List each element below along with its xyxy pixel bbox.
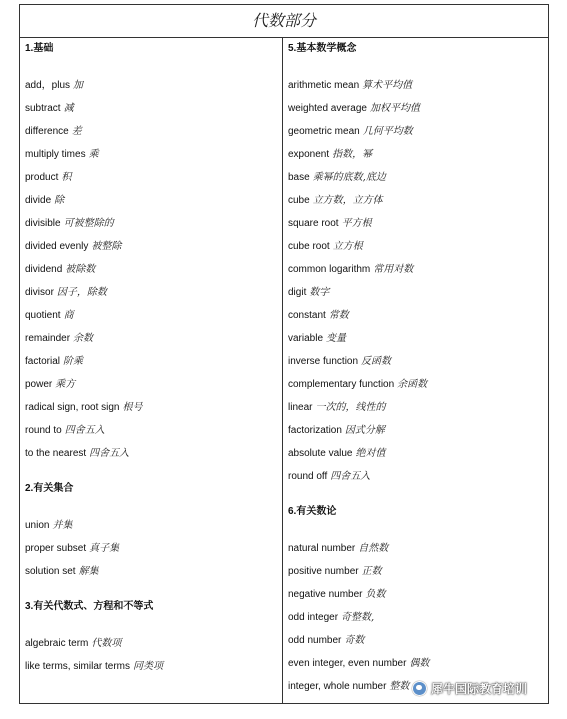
term-english: round to <box>25 425 62 436</box>
term-row <box>25 424 105 438</box>
term-chinese: 反函数 <box>361 356 392 367</box>
term-row <box>288 332 346 346</box>
term-chinese: 数字 <box>309 287 330 298</box>
term-english: constant <box>288 310 326 321</box>
term-chinese: 解集 <box>78 566 99 577</box>
term-chinese: 余函数 <box>397 379 428 390</box>
term-chinese: 差 <box>71 126 82 137</box>
term-chinese: 奇数 <box>344 635 365 646</box>
term-english: remainder <box>25 333 71 344</box>
term-chinese: 除 <box>54 195 65 206</box>
page-title: 代数部分 <box>20 5 548 38</box>
term-english: algebraic term <box>25 638 89 649</box>
term-row <box>25 286 107 300</box>
vocabulary-table <box>19 4 549 704</box>
term-chinese: 立方根 <box>332 241 363 252</box>
term-row <box>25 263 95 277</box>
term-row <box>25 355 83 369</box>
term-chinese: 四舍五入 <box>330 471 371 482</box>
term-row <box>288 171 386 185</box>
term-row <box>288 148 372 162</box>
section-heading-text: 6.有关数论 <box>288 506 337 517</box>
term-english: even integer, even number <box>288 658 407 669</box>
term-row <box>288 217 372 231</box>
term-chinese: 被整除 <box>91 241 122 252</box>
term-row <box>25 148 99 162</box>
term-chinese: 自然数 <box>358 543 389 554</box>
term-english: variable <box>288 333 324 344</box>
term-english: radical sign, root sign <box>25 402 120 413</box>
term-chinese: 指数，幂 <box>332 149 373 160</box>
term-row <box>288 309 349 323</box>
term-chinese: 几何平均数 <box>362 126 413 137</box>
watermark-text: 犀牛国际教育培训 <box>431 682 528 696</box>
term-chinese: 因子，除数 <box>56 287 107 298</box>
term-row <box>25 519 72 533</box>
term-row <box>25 401 143 415</box>
term-row <box>288 657 429 671</box>
term-chinese: 负数 <box>365 589 386 600</box>
term-row <box>25 565 99 579</box>
term-english: difference <box>25 126 69 137</box>
term-chinese: 四舍五入 <box>89 448 130 459</box>
term-english: square root <box>288 218 339 229</box>
term-english: absolute value <box>288 448 353 459</box>
term-english: linear <box>288 402 313 413</box>
term-english: to the nearest <box>25 448 87 459</box>
term-english: arithmetic mean <box>288 80 360 91</box>
term-row <box>288 194 383 208</box>
term-chinese: 奇整数, <box>341 612 375 623</box>
section-heading <box>288 42 356 56</box>
term-chinese: 减 <box>63 103 74 114</box>
term-chinese: 整数 <box>389 681 410 692</box>
term-english: add，plus <box>25 80 71 91</box>
term-english: common logarithm <box>288 264 371 275</box>
term-row <box>25 542 119 556</box>
term-row <box>288 680 409 694</box>
term-chinese: 绝对值 <box>355 448 386 459</box>
term-chinese: 可被整除的 <box>63 218 114 229</box>
term-chinese: 并集 <box>52 520 73 531</box>
term-english: negative number <box>288 589 363 600</box>
term-row <box>25 332 93 346</box>
term-chinese: 常数 <box>328 310 349 321</box>
term-row <box>25 309 74 323</box>
term-chinese: 积 <box>61 172 72 183</box>
term-english: exponent <box>288 149 330 160</box>
term-english: odd number <box>288 635 342 646</box>
term-chinese: 根号 <box>122 402 143 413</box>
section-heading <box>25 600 153 614</box>
term-english: base <box>288 172 310 183</box>
term-english: divided evenly <box>25 241 89 252</box>
watermark-logo <box>412 680 527 697</box>
term-chinese: 真子集 <box>89 543 120 554</box>
term-english: proper subset <box>25 543 87 554</box>
term-english: integer, whole number <box>288 681 387 692</box>
term-chinese: 常用对数 <box>373 264 414 275</box>
term-chinese: 变量 <box>326 333 347 344</box>
term-chinese: 加权平均值 <box>369 103 420 114</box>
term-english: cube root <box>288 241 330 252</box>
term-chinese: 阶乘 <box>63 356 84 367</box>
term-row <box>25 217 114 231</box>
term-row <box>288 634 364 648</box>
term-chinese: 平方根 <box>341 218 372 229</box>
term-row <box>25 660 163 674</box>
term-chinese: 加 <box>73 80 84 91</box>
term-row <box>288 102 420 116</box>
term-english: digit <box>288 287 307 298</box>
term-english: divisor <box>25 287 54 298</box>
term-english: odd integer <box>288 612 339 623</box>
wechat-icon <box>412 681 427 696</box>
term-chinese: 商 <box>63 310 74 321</box>
term-english: union <box>25 520 50 531</box>
term-row <box>25 240 121 254</box>
section-heading <box>25 42 53 56</box>
term-english: factorial <box>25 356 61 367</box>
term-row <box>288 611 374 625</box>
term-english: product <box>25 172 59 183</box>
section-heading <box>25 482 73 496</box>
term-english: quotient <box>25 310 61 321</box>
term-english: power <box>25 379 53 390</box>
term-row <box>25 194 64 208</box>
term-chinese: 立方数，立方体 <box>312 195 383 206</box>
term-row <box>288 263 413 277</box>
term-english: factorization <box>288 425 342 436</box>
term-chinese: 正数 <box>361 566 382 577</box>
term-chinese: 一次的，线性的 <box>315 402 386 413</box>
term-english: positive number <box>288 566 359 577</box>
term-row <box>288 355 391 369</box>
term-row <box>288 588 386 602</box>
term-row <box>25 447 129 461</box>
term-row <box>25 171 71 185</box>
term-row <box>288 424 385 438</box>
term-row <box>288 286 329 300</box>
term-english: solution set <box>25 566 76 577</box>
term-english: multiply times <box>25 149 86 160</box>
section-heading <box>288 505 336 519</box>
term-english: inverse function <box>288 356 359 367</box>
term-row <box>25 378 75 392</box>
term-chinese: 同类项 <box>133 661 164 672</box>
term-chinese: 乘 <box>88 149 99 160</box>
table-body <box>20 38 548 704</box>
term-chinese: 乘方 <box>55 379 76 390</box>
term-english: complementary function <box>288 379 395 390</box>
term-english: weighted average <box>288 103 367 114</box>
section-heading-text: 5.基本数学概念 <box>288 43 357 54</box>
term-row <box>25 637 121 651</box>
section-heading-text: 3.有关代数式、方程和不等式 <box>25 601 154 612</box>
term-english: subtract <box>25 103 61 114</box>
term-row <box>288 240 363 254</box>
column-divider <box>282 38 283 704</box>
term-row <box>288 470 370 484</box>
term-row <box>288 401 385 415</box>
term-english: divide <box>25 195 52 206</box>
term-english: round off <box>288 471 328 482</box>
section-heading-text: 1.基础 <box>25 43 54 54</box>
term-english: like terms, similar terms <box>25 661 131 672</box>
term-english: geometric mean <box>288 126 360 137</box>
term-row <box>288 79 412 93</box>
term-english: cube <box>288 195 310 206</box>
term-chinese: 偶数 <box>409 658 430 669</box>
term-row <box>25 102 74 116</box>
term-row <box>288 565 382 579</box>
term-english: dividend <box>25 264 63 275</box>
term-row <box>288 542 388 556</box>
term-chinese: 余数 <box>73 333 94 344</box>
term-chinese: 被除数 <box>65 264 96 275</box>
term-chinese: 因式分解 <box>344 425 385 436</box>
term-chinese: 四舍五入 <box>64 425 105 436</box>
term-chinese: 算术平均值 <box>362 80 413 91</box>
term-chinese: 乘幂的底数,底边 <box>312 172 386 183</box>
term-row <box>288 125 413 139</box>
term-row <box>288 447 386 461</box>
term-row <box>288 378 427 392</box>
term-chinese: 代数项 <box>91 638 122 649</box>
term-row <box>25 79 83 93</box>
section-heading-text: 2.有关集合 <box>25 483 74 494</box>
term-english: divisible <box>25 218 61 229</box>
term-row <box>25 125 82 139</box>
term-english: natural number <box>288 543 356 554</box>
